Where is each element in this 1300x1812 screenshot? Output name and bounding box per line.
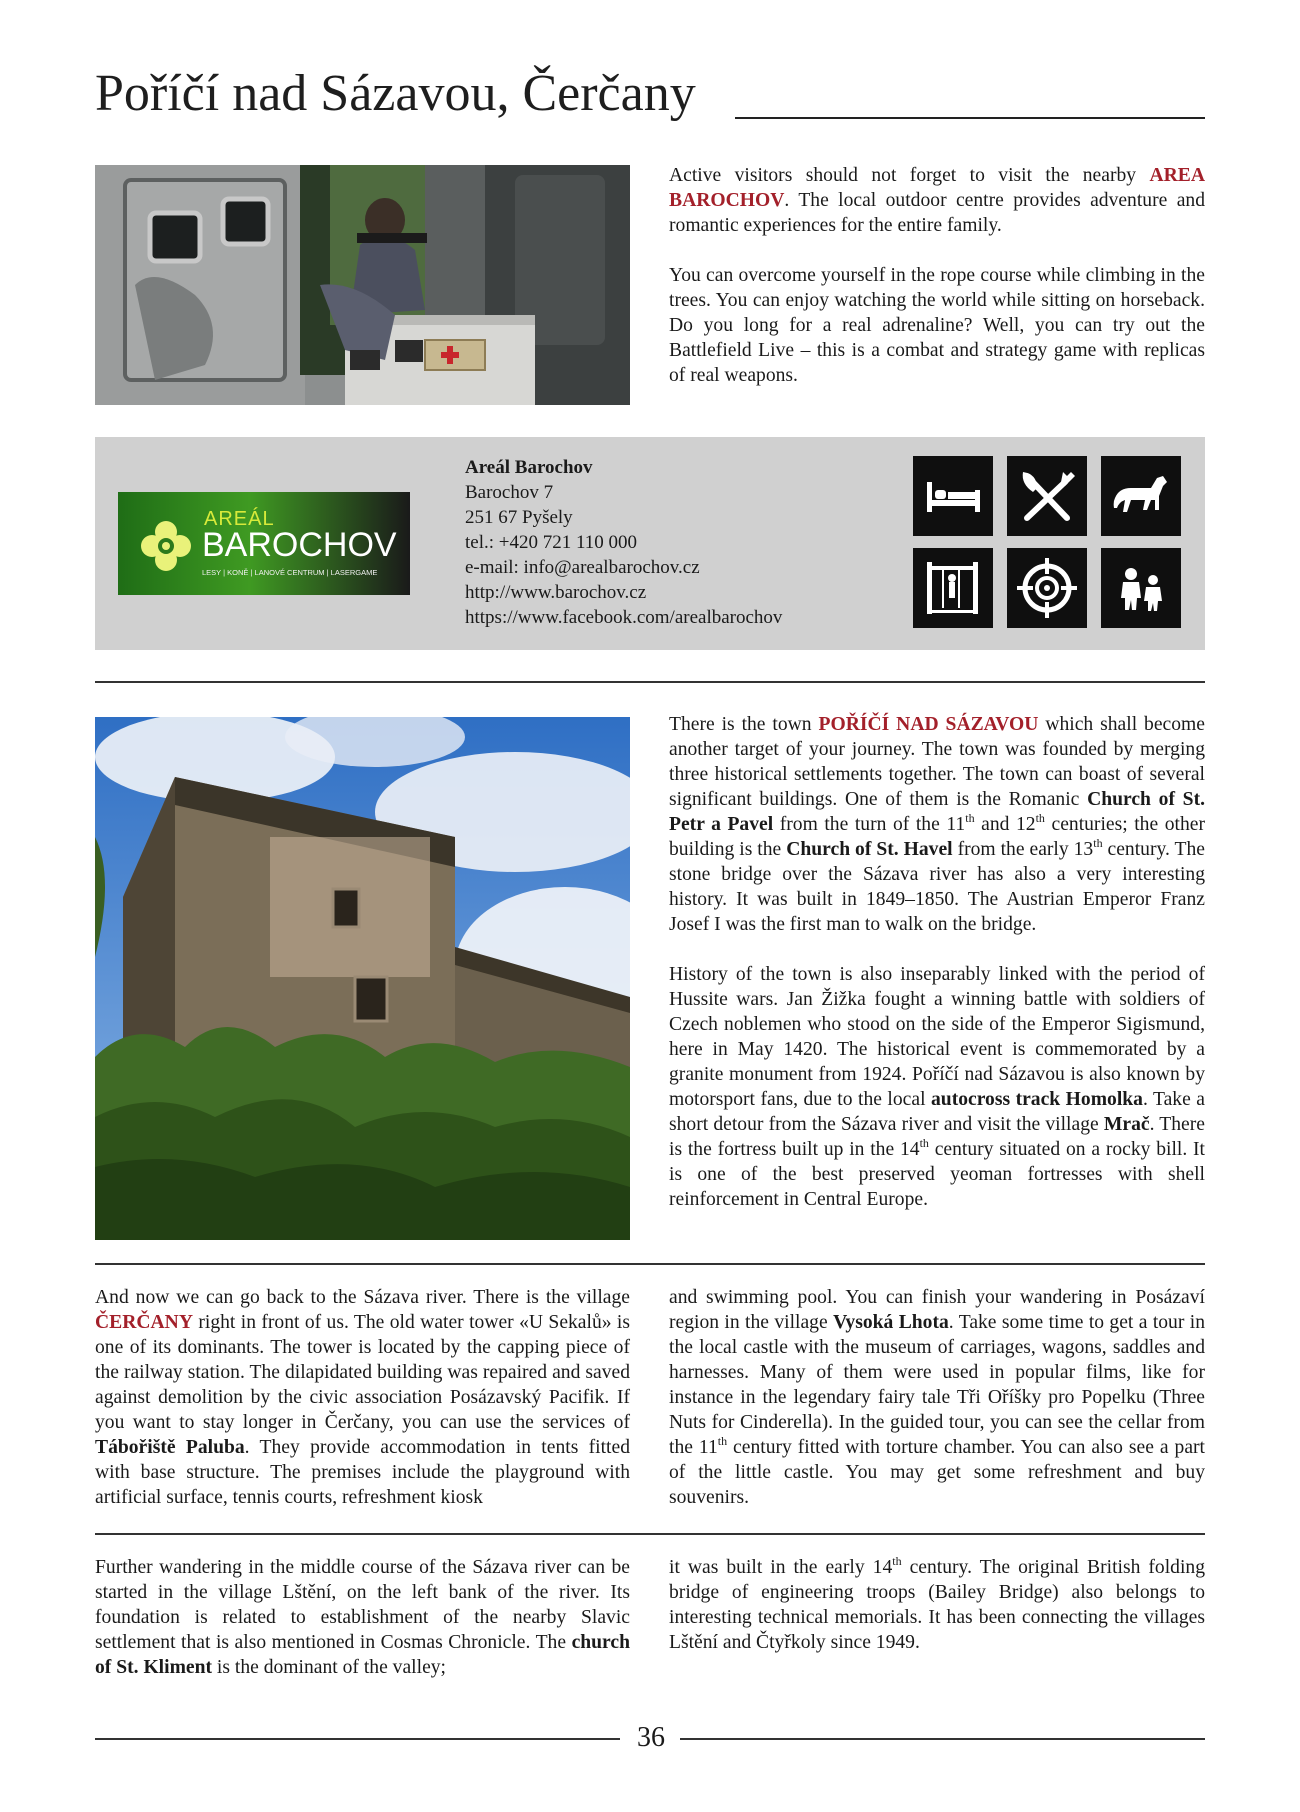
porici-highlight: POŘÍČÍ NAD SÁZAVOU: [818, 714, 1039, 735]
target-icon: [1007, 548, 1087, 628]
area-barochov-highlight: AREA BAROCHOV: [669, 165, 1205, 211]
footer-rule-left: [95, 1738, 620, 1740]
porici-column: [669, 712, 1205, 1212]
section-divider: [95, 1533, 1205, 1535]
contact-email[interactable]: e-mail: info@arealbarochov.cz: [465, 557, 700, 578]
porici-paragraph-2: History of the town is also inseparably linked with the period of Hussite wars. Jan Žižka fought a winning battle with soldiers of Czech noblemen who stood on the side of the Emperor Sigismund, here in May 1420. The historical event is commemorated by a granite monument from 1924. Poříčí nad Sázavou is also known by motorsport fans, due to the local autocross track Homolka. Take a short detour from the Sázava river and visit the village Mrač. There is the fortress built up in the 14th century situated on a rocky bill. It is one of the best preserved yeoman fortresses with shell reinforcement in Central Europe.: [669, 964, 1205, 1210]
section-divider: [95, 681, 1205, 683]
porici-paragraph-1: There is the town POŘÍČÍ NAD SÁZAVOU which shall become another target of your journey. The town was founded by merging three historical settlements together. The town can boast of several significant buildings. One of them is the Romanic Church of St. Petr a Pavel from the turn of the 11th and 12th centuries; the other building is the Church of St. Havel from the early 13th century. The stone bridge over the Sázava river has also a very interesting history. It was built in 1849–1850. The Austrian Emperor Franz Josef I was the first man to walk on the bridge.: [669, 714, 1205, 935]
cercany-paragraph-left: And now we can go back to the Sázava river. There is the village ČERČANY right in front of us. The old water tower «U Sekalů» is one of its dominants. The tower is located by the capping piece of the railway station. The dilapidated building was repaired and saved against demolition by the civic association Posázavský Pacifik. If you want to stay longer in Čerčany, you can use the services of Tábořiště Paluba. They provide accommodation in tents fitted with base structure. The premises include the playground with artificial surface, tennis courts, refreshment kiosk: [95, 1287, 630, 1508]
title-rule: [735, 117, 1205, 119]
barochov-column: [669, 163, 1205, 388]
contact-street: Barochov 7: [465, 482, 554, 503]
contact-city: 251 67 Pyšely: [465, 507, 573, 528]
contact-box: [95, 437, 1205, 650]
cercany-left-column: [95, 1285, 630, 1510]
flower-logo-icon: [138, 518, 194, 574]
contact-details: [465, 455, 782, 630]
section-divider: [95, 1263, 1205, 1265]
lsteni-right-column: [669, 1555, 1205, 1655]
page-title: Poříčí nad Sázavou, Čerčany: [95, 65, 696, 122]
barochov-paragraph-1: Active visitors should not forget to visit the nearby AREA BAROCHOV. The local outdoor centre provides adventure and romantic experiences for the entire family.: [669, 165, 1205, 236]
footer-rule-right: [680, 1738, 1205, 1740]
cercany-right-column: [669, 1285, 1205, 1510]
contact-website[interactable]: http://www.barochov.cz: [465, 582, 647, 603]
contact-name: Areál Barochov: [465, 457, 593, 478]
lsteni-paragraph-left: Further wandering in the middle course of the Sázava river can be started in the village Lštění, on the left bank of the river. Its foundation is related to establishment of the nearby Slavic settlement that is also mentioned in Cosmas Chronicle. The church of St. Kliment is the dominant of the valley;: [95, 1557, 630, 1678]
horse-icon: [1101, 456, 1181, 536]
lsteni-paragraph-right: it was built in the early 14th century. The original British folding bridge of engineering troops (Bailey Bridge) also belongs to interesting technical memorials. It has been connecting the villages Lštění and Čtyřkoly since 1949.: [669, 1554, 1205, 1653]
cercany-paragraph-right: and swimming pool. You can finish your wandering in Posázaví region in the village Vysoká Lhota. Take some time to get a tour in the local castle with the museum of carriages, wagons, saddles and harnesses. Many of them were used in popular films, like for instance in the legendary fairy tale Tři Oříšky pro Popelku (Three Nuts for Cinderella). In the guided tour, you can see the cellar from the 11th century fitted with torture chamber. You can also see a part of the little castle. You may get some refreshment and buy souvenirs.: [669, 1287, 1205, 1508]
children-icon: [1101, 548, 1181, 628]
logo-areal-text: AREÁL: [204, 508, 275, 530]
page-number: 36: [637, 1722, 665, 1753]
restaurant-icon: [1007, 456, 1087, 536]
cercany-highlight: ČERČANY: [95, 1312, 193, 1333]
contact-facebook[interactable]: https://www.facebook.com/arealbarochov: [465, 607, 783, 628]
bed-icon: [913, 456, 993, 536]
contact-phone: tel.: +420 721 110 000: [465, 532, 638, 553]
logo-barochov-text: BAROCHOV: [202, 526, 397, 564]
lsteni-left-column: [95, 1555, 630, 1680]
barochov-paragraph-2: You can overcome yourself in the rope course while climbing in the trees. You can enjoy watching the world while sitting on horseback. Do you long for a real adrenaline? Well, you can try out the Battlefield Live – this is a combat and strategy game with replicas of real weapons.: [669, 265, 1205, 386]
fortress-photo: [95, 717, 630, 1240]
battlefield-photo: [95, 165, 630, 405]
barochov-logo: [118, 492, 410, 595]
logo-tagline: LESY | KONĚ | LANOVÉ CENTRUM | LASERGAME: [202, 568, 378, 577]
rope-course-icon: [913, 548, 993, 628]
